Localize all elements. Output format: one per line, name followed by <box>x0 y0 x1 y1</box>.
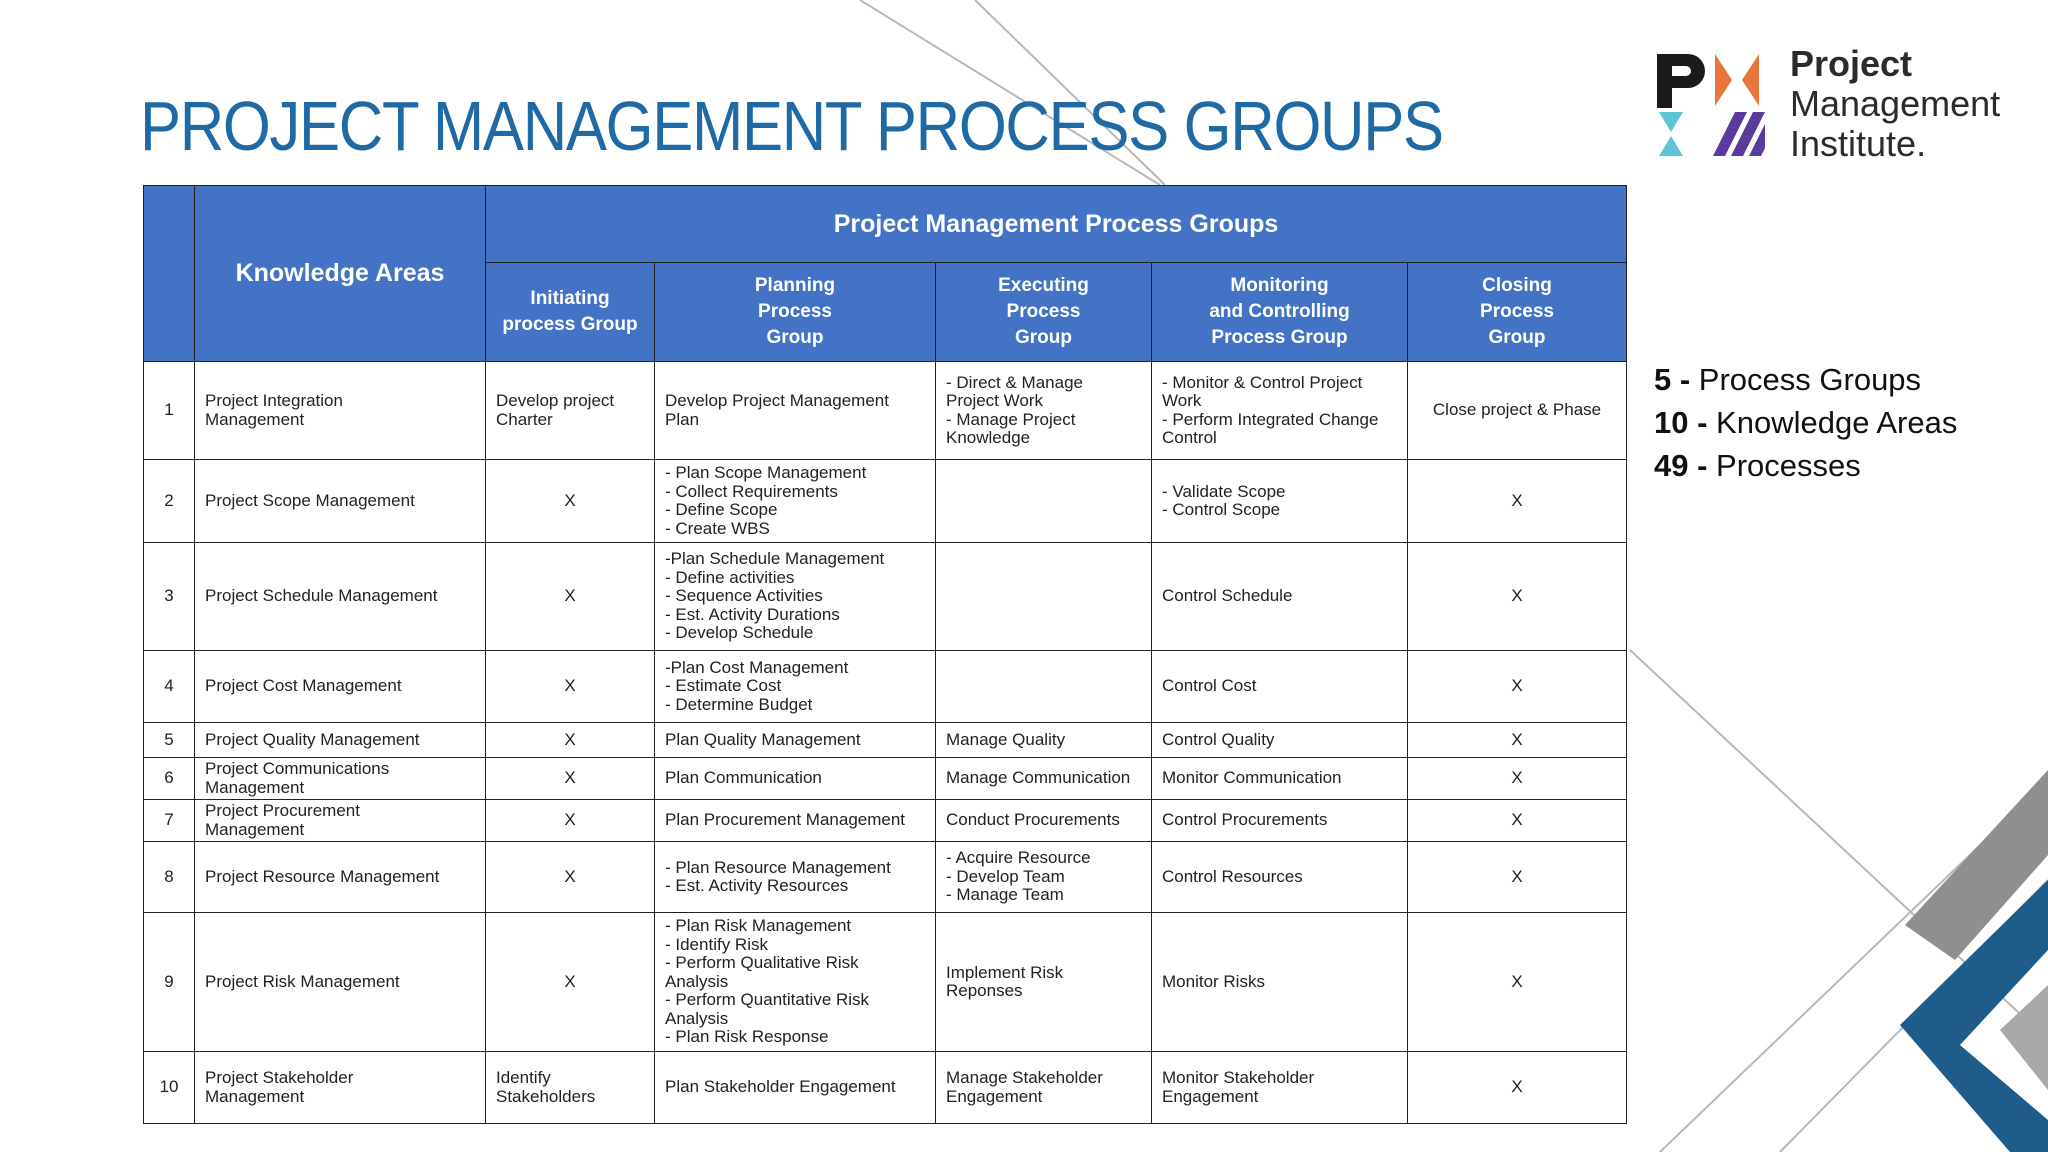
cell-area: Project Communications Management <box>195 758 486 800</box>
stat-label: Processes <box>1707 448 1861 483</box>
cell-closing: X <box>1408 651 1627 723</box>
table-row <box>144 460 1627 543</box>
stat-label: Knowledge Areas <box>1707 405 1958 440</box>
cell-planning: -Plan Cost Management - Estimate Cost - Determine Budget <box>655 651 936 723</box>
cell-initiating: X <box>486 543 655 651</box>
cell-initiating: X <box>486 800 655 842</box>
cell-num: 2 <box>144 460 195 543</box>
stat-process-groups <box>1654 358 1957 401</box>
cell-monitoring: Control Cost <box>1152 651 1408 723</box>
cell-executing: Manage Stakeholder Engagement <box>936 1052 1152 1124</box>
cell-monitoring: Monitor Risks <box>1152 913 1408 1052</box>
pmi-logo-mark-icon <box>1655 50 1770 162</box>
table-row <box>144 1052 1627 1124</box>
stat-label: Process Groups <box>1690 362 1922 397</box>
page-title: PROJECT MANAGEMENT PROCESS GROUPS <box>140 87 1443 165</box>
header-planning: Planning Process Group <box>655 263 936 362</box>
cell-initiating: X <box>486 651 655 723</box>
cell-monitoring: Control Schedule <box>1152 543 1408 651</box>
table-row <box>144 362 1627 460</box>
cell-planning: Plan Quality Management <box>655 723 936 758</box>
cell-area: Project Scope Management <box>195 460 486 543</box>
cell-executing: Manage Communication <box>936 758 1152 800</box>
header-initiating: Initiating process Group <box>486 263 655 362</box>
cell-executing: Implement Risk Reponses <box>936 913 1152 1052</box>
cell-executing: - Acquire Resource - Develop Team - Manage Team <box>936 842 1152 913</box>
cell-closing: X <box>1408 800 1627 842</box>
cell-closing: X <box>1408 842 1627 913</box>
cell-monitoring: - Monitor & Control Project Work - Perform Integrated Change Control <box>1152 362 1408 460</box>
header-knowledge-areas: Knowledge Areas <box>195 186 486 362</box>
cell-executing <box>936 651 1152 723</box>
table-row <box>144 800 1627 842</box>
cell-executing: Manage Quality <box>936 723 1152 758</box>
cell-planning: Plan Communication <box>655 758 936 800</box>
cell-area: Project Integration Management <box>195 362 486 460</box>
cell-planning: Plan Procurement Management <box>655 800 936 842</box>
header-process-groups: Project Management Process Groups <box>486 186 1627 263</box>
table-row <box>144 723 1627 758</box>
table-row <box>144 758 1627 800</box>
cell-initiating: Develop project Charter <box>486 362 655 460</box>
pmi-logo-wordmark <box>1790 44 2000 164</box>
pmi-logo <box>1655 44 2035 168</box>
cell-num: 5 <box>144 723 195 758</box>
header-number-column <box>144 186 195 362</box>
cell-initiating: X <box>486 460 655 543</box>
cell-area: Project Procurement Management <box>195 800 486 842</box>
cell-num: 9 <box>144 913 195 1052</box>
cell-initiating: X <box>486 723 655 758</box>
cell-monitoring: Control Procurements <box>1152 800 1408 842</box>
cell-executing: Conduct Procurements <box>936 800 1152 842</box>
cell-closing: X <box>1408 1052 1627 1124</box>
cell-planning: - Plan Scope Management - Collect Requirements - Define Scope - Create WBS <box>655 460 936 543</box>
cell-area: Project Cost Management <box>195 651 486 723</box>
cell-closing: X <box>1408 543 1627 651</box>
cell-executing <box>936 543 1152 651</box>
cell-num: 1 <box>144 362 195 460</box>
cell-planning: Plan Stakeholder Engagement <box>655 1052 936 1124</box>
cell-planning: Develop Project Management Plan <box>655 362 936 460</box>
cell-closing: X <box>1408 913 1627 1052</box>
cell-area: Project Schedule Management <box>195 543 486 651</box>
table-row <box>144 651 1627 723</box>
stat-number: 49 - <box>1654 448 1708 483</box>
logo-line-3: Institute. <box>1790 123 1927 164</box>
header-monitoring: Monitoring and Controlling Process Group <box>1152 263 1408 362</box>
cell-monitoring: - Validate Scope - Control Scope <box>1152 460 1408 543</box>
cell-area: Project Stakeholder Management <box>195 1052 486 1124</box>
cell-executing: - Direct & Manage Project Work - Manage Project Knowledge <box>936 362 1152 460</box>
cell-num: 10 <box>144 1052 195 1124</box>
cell-num: 6 <box>144 758 195 800</box>
cell-closing: X <box>1408 460 1627 543</box>
logo-line-1: Project <box>1790 43 1913 84</box>
cell-num: 8 <box>144 842 195 913</box>
cell-monitoring: Control Quality <box>1152 723 1408 758</box>
cell-closing: X <box>1408 723 1627 758</box>
cell-area: Project Resource Management <box>195 842 486 913</box>
table-row <box>144 842 1627 913</box>
header-closing: Closing Process Group <box>1408 263 1627 362</box>
cell-planning: - Plan Risk Management - Identify Risk - Perform Qualitative Risk Analysis - Perform Quantitative Risk Analysis - Plan Risk Response <box>655 913 936 1052</box>
cell-monitoring: Monitor Stakeholder Engagement <box>1152 1052 1408 1124</box>
cell-initiating: X <box>486 842 655 913</box>
cell-closing: Close project & Phase <box>1408 362 1627 460</box>
cell-initiating: X <box>486 758 655 800</box>
stat-processes <box>1654 444 1957 487</box>
cell-closing: X <box>1408 758 1627 800</box>
cell-area: Project Quality Management <box>195 723 486 758</box>
cell-planning: -Plan Schedule Management - Define activities - Sequence Activities - Est. Activity Durations - Develop Schedule <box>655 543 936 651</box>
cell-executing <box>936 460 1152 543</box>
stats-summary <box>1654 358 1957 487</box>
cell-monitoring: Monitor Communication <box>1152 758 1408 800</box>
table-row <box>144 543 1627 651</box>
cell-num: 7 <box>144 800 195 842</box>
stat-knowledge-areas <box>1654 401 1957 444</box>
stat-number: 10 - <box>1654 405 1708 440</box>
cell-monitoring: Control Resources <box>1152 842 1408 913</box>
logo-line-2: Management <box>1790 83 2001 124</box>
table-row <box>144 913 1627 1052</box>
cell-initiating: Identify Stakeholders <box>486 1052 655 1124</box>
cell-num: 3 <box>144 543 195 651</box>
cell-initiating: X <box>486 913 655 1052</box>
cell-num: 4 <box>144 651 195 723</box>
cell-area: Project Risk Management <box>195 913 486 1052</box>
header-executing: Executing Process Group <box>936 263 1152 362</box>
stat-number: 5 - <box>1654 362 1691 397</box>
cell-planning: - Plan Resource Management - Est. Activity Resources <box>655 842 936 913</box>
process-groups-table <box>143 185 1627 1124</box>
